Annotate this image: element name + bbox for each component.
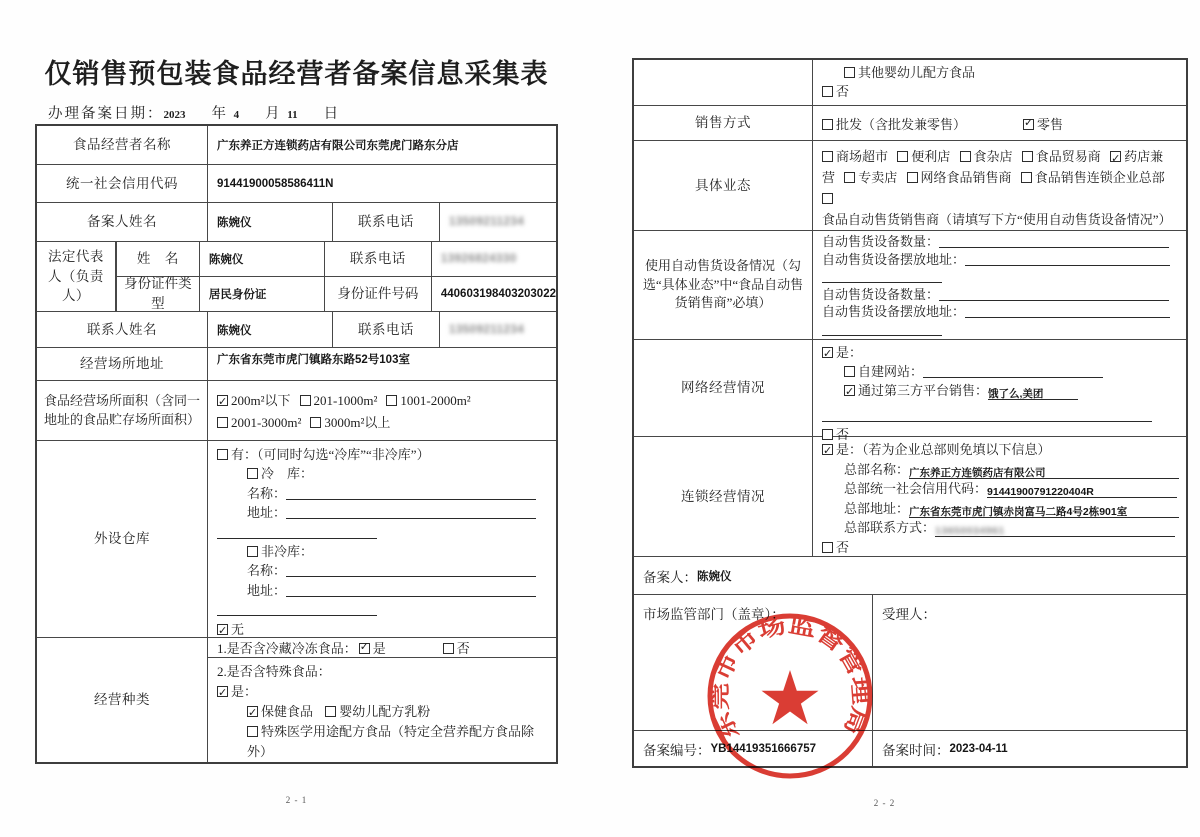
hq-name-label: 总部名称： [844,461,910,477]
page2-table [632,58,1188,768]
checkbox-format-8 [822,191,1172,227]
third-party-value: 饿了么,美团 [988,387,1078,400]
name-label: 名称： [247,563,287,579]
filing-date-label: 办理备案日期： [48,106,164,122]
checkbox-icon [1021,172,1032,183]
hq-code-label: 总部统一社会信用代码： [844,481,988,496]
page1-number: 2 - 1 [285,795,308,805]
checkbox-label: 零售 [1037,116,1064,132]
checkbox-icon [822,193,833,204]
checkbox-icon [822,542,833,553]
checkbox-icon [217,686,228,697]
online-content [812,340,1186,442]
blank-line [217,603,377,616]
row-vending [634,230,1186,339]
vending-qty-line [822,233,1180,251]
filing-year: 2023 [163,109,186,121]
filer-name-value: 陈婉仪 [207,203,332,241]
addr-label: 地址： [247,582,287,598]
filer-name-label: 备案人姓名 [87,214,157,230]
checkbox-icon [844,67,855,78]
checkbox-icon [844,366,855,377]
area-options [207,381,556,440]
warehouse-noncold-name-line [217,561,550,580]
business-format-options [812,141,1186,230]
checkbox-label: 便利店 [911,149,951,164]
checkbox-icon [1110,151,1121,162]
online-cont-line [822,406,1180,425]
checkbox-icon [247,706,258,717]
id-type-value: 居民身份证 [199,277,324,311]
checkbox-label: 否 [836,84,850,99]
page1-table [35,124,558,764]
row-legal-rep [37,241,556,311]
checkbox-label: 商场超市 [836,149,889,164]
authority-label: 市场监管部门（盖章）： [643,607,785,622]
id-no-value: 440603198403203022 [431,277,556,311]
checkbox-icon [897,151,908,162]
hq-addr-value: 广东省东莞市虎门镇赤岗富马二路4号2栋901室 [909,505,1179,518]
filer-sign-label: 备案人： [643,569,697,585]
checkbox-icon [822,119,833,130]
warehouse-has-option [217,445,550,464]
checkbox-icon [844,385,855,396]
name-label: 名称： [247,485,287,501]
record-time-cell [872,731,1186,766]
row-contact [37,311,556,347]
online-label: 网络经营情况 [681,380,765,396]
checkbox-label: 否 [836,539,850,555]
checkbox-q1-no [443,638,470,657]
credit-code-value: 91441900058586411N [207,165,556,202]
legal-rep-name-label: 姓 名 [116,242,199,276]
hq-name-line [822,460,1180,480]
checkbox-label: 是 [372,641,386,656]
row-address [37,347,556,380]
vending-label: 使用自动售货设备情况（勾选“具体业态”中“食品自动售货销售商”必填） [642,257,804,311]
blank-line [286,487,536,500]
checkbox-label: 3000m²以上 [324,414,391,430]
checkbox-icon [386,395,397,406]
checkbox-icon [844,172,855,183]
row-record [634,730,1186,766]
month-unit: 月 [265,106,282,122]
sales-mode-label: 销售方式 [695,115,751,131]
checkbox-icon [1023,119,1034,130]
row-business-format [634,140,1186,230]
checkbox-format-3 [1022,149,1101,164]
checkbox-icon [310,417,321,428]
checkbox-icon [1022,151,1033,162]
id-type-label: 身份证件类型 [116,277,199,311]
id-no-label: 身份证件号码 [324,277,431,311]
checkbox-label: 特殊医学用途配方食品（特定全营养配方食品除外） [247,724,535,759]
blank-line [822,270,942,283]
checkbox-label: 有：（可同时勾选“冷库”“非冷库”） [231,447,430,462]
checkbox-area-4 [310,413,390,433]
legal-rep-group [115,242,556,311]
chain-content [812,437,1186,556]
operator-name-label: 食品经营者名称 [73,137,171,153]
checkbox-label: 通过第三方平台销售： [858,383,989,398]
warehouse-cont-line [217,523,550,542]
checkbox-icon [907,172,918,183]
checkbox-icon [822,347,833,358]
contact-phone-label: 联系电话 [332,312,439,347]
row-filer [37,202,556,241]
legal-rep-phone-value: 13926824330 [431,242,556,276]
checkbox-label: 1001-2000m² [400,393,471,408]
vending-addr-label: 自动售货设备摆放地址： [822,304,966,319]
checkbox-other-infant-food [822,63,1180,82]
checkbox-label: 婴幼儿配方乳粉 [339,704,431,719]
checkbox-area-3 [217,413,301,433]
checkbox-label: 否 [836,427,850,442]
chain-label: 连锁经营情况 [681,488,765,504]
checkbox-label: 批发（含批发兼零售） [836,116,967,132]
vending-qty-line2 [822,286,1180,304]
checkbox-format-1 [897,149,950,164]
continuation-content [812,60,1186,105]
acceptor-cell [872,595,1186,730]
checkbox-special-2 [217,722,550,762]
warehouse-cold-addr-line [217,503,550,522]
vending-addr-label: 自动售货设备摆放地址： [822,251,966,267]
row-warehouse [37,440,556,637]
warehouse-none-option [217,620,550,639]
checkbox-label: 冷 库： [261,466,314,482]
row-credit-code [37,164,556,202]
checkbox-label: 保健食品 [261,704,314,719]
vending-qty-label: 自动售货设备数量： [822,286,940,302]
checkbox-format-0 [822,149,888,164]
blank-line [923,365,1103,378]
authority-cell [634,595,872,730]
operator-name-value: 广东养正方连锁药店有限公司东莞虎门路东分店 [207,126,556,164]
row-filer-sign [634,556,1186,594]
blank-line [939,288,1169,301]
filer-phone-value: 13509211234 [439,203,556,241]
checkbox-label: 是： [231,684,258,699]
warehouse-label: 外设仓库 [94,531,150,547]
sales-mode-options [812,106,1186,140]
warehouse-noncold-option [217,542,550,561]
checkbox-icon [247,726,258,737]
q2-label: 2.是否含特殊食品： [217,664,331,679]
filer-sign-value: 陈婉仪 [697,570,732,583]
filer-sign-cell [634,557,1186,594]
checkbox-format-5 [844,170,897,185]
checkbox-label: 食杂店 [973,149,1013,164]
checkbox-label: 2001-3000m² [231,414,302,430]
record-time-label: 备案时间： [882,742,950,758]
checkbox-label: 否 [456,641,470,656]
checkbox-label: 食品贸易商 [1035,149,1101,164]
q1-label: 1.是否含冷藏冷冻食品： [217,641,357,656]
checkbox-label: 食品销售连锁企业总部 [1034,170,1165,185]
checkbox-format-2 [960,149,1013,164]
checkbox-area-1 [300,391,378,411]
page2-number: 2 - 2 [873,798,896,808]
form-title: 仅销售预包装食品经营者备案信息采集表 [44,59,549,89]
legal-rep-id-row [116,276,556,311]
address-value: 广东省东莞市虎门镇路东路52号103室 [207,348,556,380]
blank-line [965,305,1170,318]
checkbox-chain-no [822,538,1180,558]
checkbox-icon [359,643,370,654]
checkbox-label: 其他婴幼儿配方食品 [858,65,976,80]
checkbox-special-1 [325,704,430,719]
address-label: 经营场所地址 [80,356,164,372]
legal-rep-group-label: 法定代表人（负责人） [47,249,104,304]
checkbox-third-party [822,381,1180,400]
checkbox-label: 自建网站： [858,364,924,379]
blank-line [822,409,1152,422]
warehouse-cold-name-line [217,484,550,503]
checkbox-icon [822,444,833,455]
filing-day: 11 [287,109,298,121]
checkbox-icon [822,151,833,162]
stamp-text: 东莞市市场监督管理局 [706,611,874,745]
types-q1-row [208,638,556,657]
types-label: 经营种类 [94,692,150,708]
vending-content [812,231,1186,339]
checkbox-icon [443,643,454,654]
checkbox-label: 网络食品销售商 [920,170,1012,185]
hq-tel-label: 总部联系方式： [844,520,936,535]
checkbox-area-0 [217,391,291,411]
record-no-cell [634,731,872,766]
credit-code-label: 统一社会信用代码 [66,175,178,191]
warehouse-content [207,441,556,637]
vending-cont-line2 [822,321,1180,339]
row-online [634,339,1186,442]
hq-code-value: 91441900791220404R [987,485,1177,498]
checkbox-icon [325,706,336,717]
area-label: 食品经营场所面积（含同一地址的食品贮存场所面积） [43,392,200,427]
warehouse-cold-option [217,464,550,483]
filing-month: 4 [233,109,240,121]
checkbox-icon [300,395,311,406]
legal-rep-phone-label: 联系电话 [324,242,431,276]
row-operator-name [37,126,556,164]
year-unit: 年 [211,106,228,122]
hq-addr-label: 总部地址： [844,500,910,516]
contact-name-value: 陈婉仪 [207,312,332,347]
legal-rep-name-row [116,242,556,276]
checkbox-q2-yes [217,682,550,702]
checkbox-icon [960,151,971,162]
checkbox-format-6 [907,170,1012,185]
checkbox-q1-yes [359,638,386,657]
row-authority [634,594,1186,730]
record-no-value: YB14419351666757 [710,742,817,755]
checkbox-own-site [822,362,1180,381]
special-food-options [217,702,550,722]
blank-line [939,235,1169,248]
checkbox-icon [247,546,258,557]
day-unit: 日 [323,106,341,122]
hq-addr-line [822,499,1180,519]
checkbox-icon [217,624,228,635]
filing-date-line [48,102,340,123]
checkbox-chain-yes [822,440,1180,460]
row-chain [634,436,1186,556]
row-sales-mode [634,105,1186,140]
checkbox-label: 非冷库： [261,544,314,560]
checkbox-special-0 [247,704,313,719]
hq-code-line [822,479,1180,499]
checkbox-label: 食品自动售货销售商（请填写下方“使用自动售货设备情况”） [822,212,1172,227]
legal-rep-name-value: 陈婉仪 [199,242,324,276]
checkbox-icon [247,468,258,479]
blank-line [822,323,942,336]
record-time-value: 2023-04-11 [949,742,1008,755]
warehouse-cont-line2 [217,600,550,619]
hq-tel-line [822,518,1180,538]
checkbox-label: 药店兼营 [822,149,1164,185]
checkbox-icon [822,86,833,97]
checkbox-label: 是：（若为企业总部则免填以下信息） [836,442,1051,457]
vending-cont-line [822,268,1180,286]
checkbox-wholesale [822,114,966,133]
checkbox-format-7 [1021,170,1165,185]
business-format-label: 具体业态 [695,177,751,193]
checkbox-label: 200m²以下 [231,393,291,408]
vending-addr-line [822,251,1180,269]
vending-qty-label: 自动售货设备数量： [822,234,940,249]
types-content [207,638,556,762]
blank-line [286,584,536,597]
row-area [37,380,556,440]
warehouse-noncold-addr-line [217,581,550,600]
contact-phone-value: 13509211234 [439,312,556,347]
checkbox-icon [217,395,228,406]
checkbox-online-yes [822,343,1180,362]
addr-label: 地址： [247,505,287,521]
row-continuation [634,60,1186,105]
checkbox-area-2 [386,391,470,411]
hq-tel-value: 13650034961 [935,524,1175,537]
vending-addr-line2 [822,303,1180,321]
checkbox-icon [217,449,228,460]
filer-phone-label: 联系电话 [332,203,439,241]
checkbox-icon [217,417,228,428]
blank-line [286,564,536,577]
checkbox-label: 无 [231,621,245,637]
blank-line [217,526,377,539]
checkbox-special-no [822,82,1180,101]
contact-name-label: 联系人姓名 [87,321,157,337]
checkbox-label: 201-1000m² [313,393,378,408]
types-q2-row [208,657,556,764]
hq-name-value: 广东养正方连锁药店有限公司 [909,466,1179,479]
blank-line [965,253,1170,266]
checkbox-label: 是： [836,345,863,360]
row-types [37,637,556,762]
blank-line [286,506,536,519]
record-no-label: 备案编号： [643,742,711,758]
checkbox-label: 专卖店 [858,170,898,185]
acceptor-label: 受理人： [882,607,936,622]
checkbox-retail [1023,114,1063,133]
empty-label-cell [634,60,812,105]
